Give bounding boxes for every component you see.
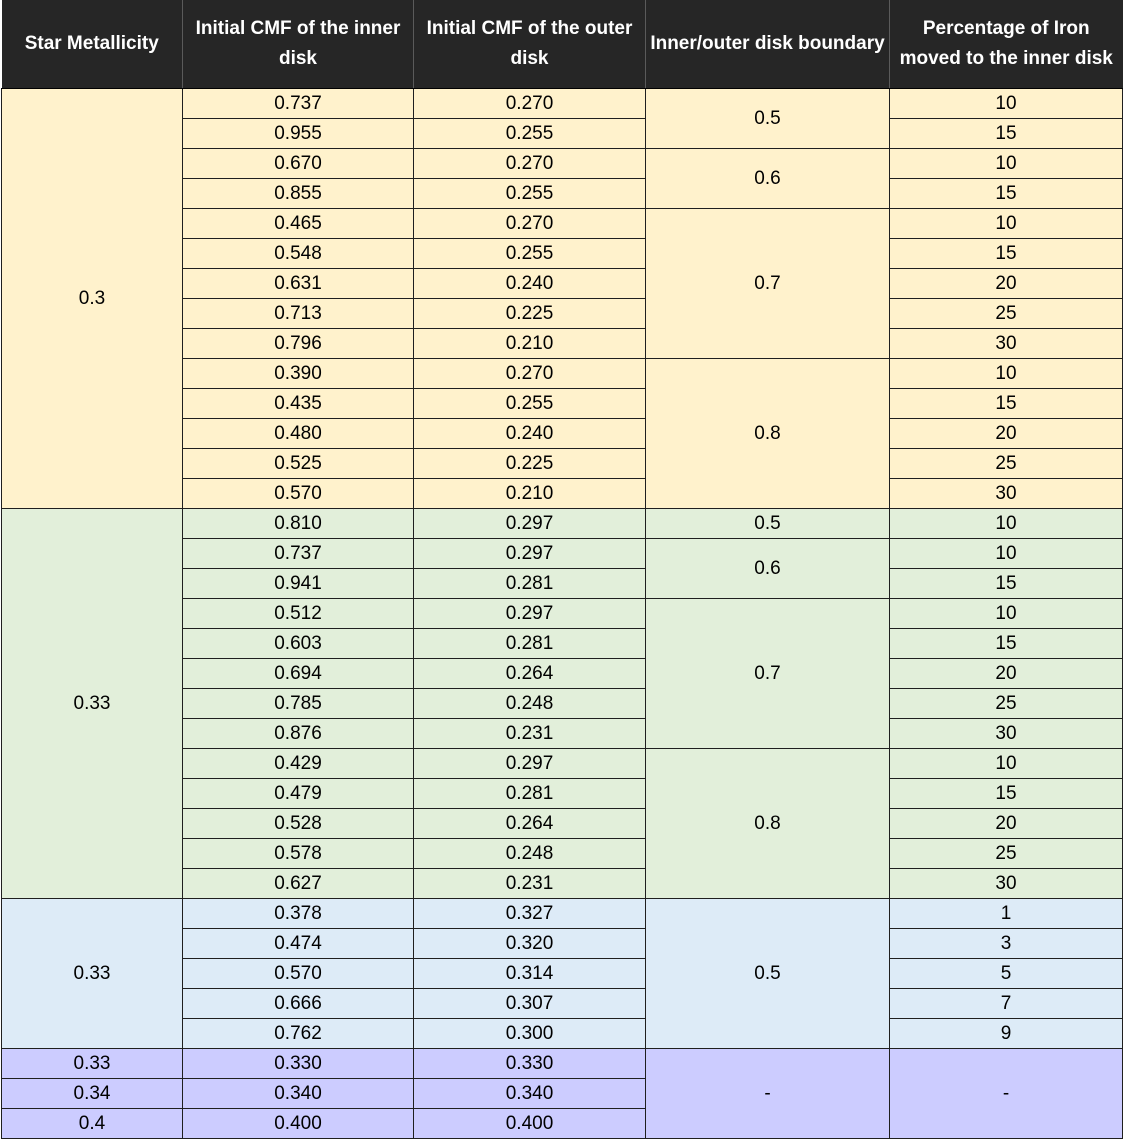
cmf-outer-cell: 0.330	[414, 1049, 646, 1079]
metallicity-cell: 0.33	[2, 899, 183, 1049]
cmf-outer-cell: 0.225	[414, 449, 646, 479]
cmf-inner-cell: 0.378	[183, 899, 414, 929]
cmf-outer-cell: 0.281	[414, 629, 646, 659]
boundary-cell: 0.6	[646, 539, 890, 599]
cmf-outer-cell: 0.255	[414, 389, 646, 419]
cmf-outer-cell: 0.297	[414, 539, 646, 569]
cmf-inner-cell: 0.876	[183, 719, 414, 749]
metallicity-cell: 0.4	[2, 1109, 183, 1139]
cmf-outer-cell: 0.281	[414, 779, 646, 809]
cmf-inner-cell: 0.474	[183, 929, 414, 959]
cmf-inner-cell: 0.400	[183, 1109, 414, 1139]
cmf-outer-cell: 0.320	[414, 929, 646, 959]
iron-percentage-cell: 20	[890, 659, 1123, 689]
iron-percentage-cell: 7	[890, 989, 1123, 1019]
iron-percentage-cell: 15	[890, 389, 1123, 419]
cmf-outer-cell: 0.400	[414, 1109, 646, 1139]
boundary-cell: 0.5	[646, 899, 890, 1049]
iron-percentage-cell: 20	[890, 809, 1123, 839]
iron-percentage-cell: 10	[890, 359, 1123, 389]
cmf-outer-cell: 0.300	[414, 1019, 646, 1049]
cmf-inner-cell: 0.737	[183, 89, 414, 119]
cmf-inner-cell: 0.578	[183, 839, 414, 869]
header-cmf-outer: Initial CMF of the outer disk	[414, 0, 646, 89]
cmf-outer-cell: 0.297	[414, 509, 646, 539]
cmf-inner-cell: 0.390	[183, 359, 414, 389]
cmf-outer-cell: 0.210	[414, 329, 646, 359]
cmf-inner-cell: 0.429	[183, 749, 414, 779]
table-row	[2, 509, 1123, 539]
iron-percentage-cell: 10	[890, 209, 1123, 239]
iron-percentage-cell: 15	[890, 629, 1123, 659]
cmf-outer-cell: 0.264	[414, 659, 646, 689]
cmf-outer-cell: 0.327	[414, 899, 646, 929]
cmf-outer-cell: 0.314	[414, 959, 646, 989]
cmf-inner-cell: 0.435	[183, 389, 414, 419]
metallicity-cell: 0.33	[2, 1049, 183, 1079]
cmf-inner-cell: 0.512	[183, 599, 414, 629]
iron-percentage-cell: 30	[890, 329, 1123, 359]
iron-percentage-cell: 10	[890, 539, 1123, 569]
iron-percentage-cell: 15	[890, 179, 1123, 209]
iron-percentage-cell: 25	[890, 299, 1123, 329]
cmf-inner-cell: 0.465	[183, 209, 414, 239]
table-row	[2, 899, 1123, 929]
cmf-inner-cell: 0.525	[183, 449, 414, 479]
cmf-inner-cell: 0.570	[183, 479, 414, 509]
boundary-cell: 0.8	[646, 359, 890, 509]
cmf-inner-cell: 0.955	[183, 119, 414, 149]
cmf-inner-cell: 0.796	[183, 329, 414, 359]
cmf-inner-cell: 0.762	[183, 1019, 414, 1049]
iron-percentage-cell: 9	[890, 1019, 1123, 1049]
iron-percentage-cell: 3	[890, 929, 1123, 959]
iron-percentage-cell: 15	[890, 569, 1123, 599]
metallicity-cell: 0.33	[2, 509, 183, 899]
header-metallicity: Star Metallicity	[2, 0, 183, 89]
cmf-outer-cell: 0.340	[414, 1079, 646, 1109]
boundary-cell: 0.7	[646, 209, 890, 359]
cmf-outer-cell: 0.307	[414, 989, 646, 1019]
cmf-inner-cell: 0.603	[183, 629, 414, 659]
iron-percentage-cell: 25	[890, 449, 1123, 479]
boundary-cell: 0.5	[646, 89, 890, 149]
cmf-inner-cell: 0.330	[183, 1049, 414, 1079]
cmf-outer-cell: 0.248	[414, 689, 646, 719]
iron-percentage-cell: 25	[890, 689, 1123, 719]
cmf-outer-cell: 0.270	[414, 149, 646, 179]
metallicity-cell: 0.34	[2, 1079, 183, 1109]
cmf-outer-cell: 0.270	[414, 359, 646, 389]
cmf-outer-cell: 0.297	[414, 599, 646, 629]
iron-percentage-cell: 25	[890, 839, 1123, 869]
iron-percentage-cell: 15	[890, 119, 1123, 149]
cmf-inner-cell: 0.713	[183, 299, 414, 329]
boundary-cell: 0.7	[646, 599, 890, 749]
table-row	[2, 1049, 1123, 1079]
cmf-outer-cell: 0.255	[414, 179, 646, 209]
cmf-outer-cell: 0.264	[414, 809, 646, 839]
iron-percentage-cell: 30	[890, 479, 1123, 509]
cmf-inner-cell: 0.941	[183, 569, 414, 599]
cmf-inner-cell: 0.570	[183, 959, 414, 989]
iron-percentage-cell: 5	[890, 959, 1123, 989]
cmf-outer-cell: 0.255	[414, 119, 646, 149]
cmf-outer-cell: 0.240	[414, 419, 646, 449]
iron-percentage-cell: 10	[890, 749, 1123, 779]
iron-percentage-cell: 15	[890, 779, 1123, 809]
header-iron-percentage: Percentage of Iron moved to the inner disk	[890, 0, 1123, 89]
metallicity-cell: 0.3	[2, 89, 183, 509]
cmf-outer-cell: 0.240	[414, 269, 646, 299]
cmf-outer-cell: 0.210	[414, 479, 646, 509]
cmf-inner-cell: 0.810	[183, 509, 414, 539]
cmf-inner-cell: 0.631	[183, 269, 414, 299]
cmf-outer-cell: 0.281	[414, 569, 646, 599]
cmf-inner-cell: 0.548	[183, 239, 414, 269]
header-cmf-inner: Initial CMF of the inner disk	[183, 0, 414, 89]
cmf-inner-cell: 0.737	[183, 539, 414, 569]
cmf-inner-cell: 0.666	[183, 989, 414, 1019]
iron-percentage-cell: 10	[890, 89, 1123, 119]
cmf-inner-cell: 0.479	[183, 779, 414, 809]
boundary-cell: 0.5	[646, 509, 890, 539]
cmf-inner-cell: 0.340	[183, 1079, 414, 1109]
iron-percentage-cell: 20	[890, 269, 1123, 299]
cmf-table	[1, 0, 1123, 1139]
cmf-outer-cell: 0.231	[414, 869, 646, 899]
boundary-cell: 0.6	[646, 149, 890, 209]
table-row	[2, 89, 1123, 119]
iron-percentage-cell: 1	[890, 899, 1123, 929]
cmf-inner-cell: 0.627	[183, 869, 414, 899]
iron-percentage-cell: 30	[890, 719, 1123, 749]
cmf-outer-cell: 0.231	[414, 719, 646, 749]
cmf-outer-cell: 0.270	[414, 89, 646, 119]
cmf-outer-cell: 0.255	[414, 239, 646, 269]
boundary-cell: -	[646, 1049, 890, 1139]
cmf-inner-cell: 0.480	[183, 419, 414, 449]
cmf-outer-cell: 0.297	[414, 749, 646, 779]
cmf-outer-cell: 0.248	[414, 839, 646, 869]
cmf-inner-cell: 0.694	[183, 659, 414, 689]
iron-percentage-cell: -	[890, 1049, 1123, 1139]
header-boundary: Inner/outer disk boundary	[646, 0, 890, 89]
iron-percentage-cell: 10	[890, 149, 1123, 179]
iron-percentage-cell: 30	[890, 869, 1123, 899]
cmf-inner-cell: 0.785	[183, 689, 414, 719]
cmf-inner-cell: 0.670	[183, 149, 414, 179]
iron-percentage-cell: 20	[890, 419, 1123, 449]
boundary-cell: 0.8	[646, 749, 890, 899]
iron-percentage-cell: 10	[890, 599, 1123, 629]
cmf-inner-cell: 0.855	[183, 179, 414, 209]
cmf-outer-cell: 0.225	[414, 299, 646, 329]
iron-percentage-cell: 10	[890, 509, 1123, 539]
header-row	[2, 0, 1123, 89]
iron-percentage-cell: 15	[890, 239, 1123, 269]
cmf-inner-cell: 0.528	[183, 809, 414, 839]
cmf-outer-cell: 0.270	[414, 209, 646, 239]
